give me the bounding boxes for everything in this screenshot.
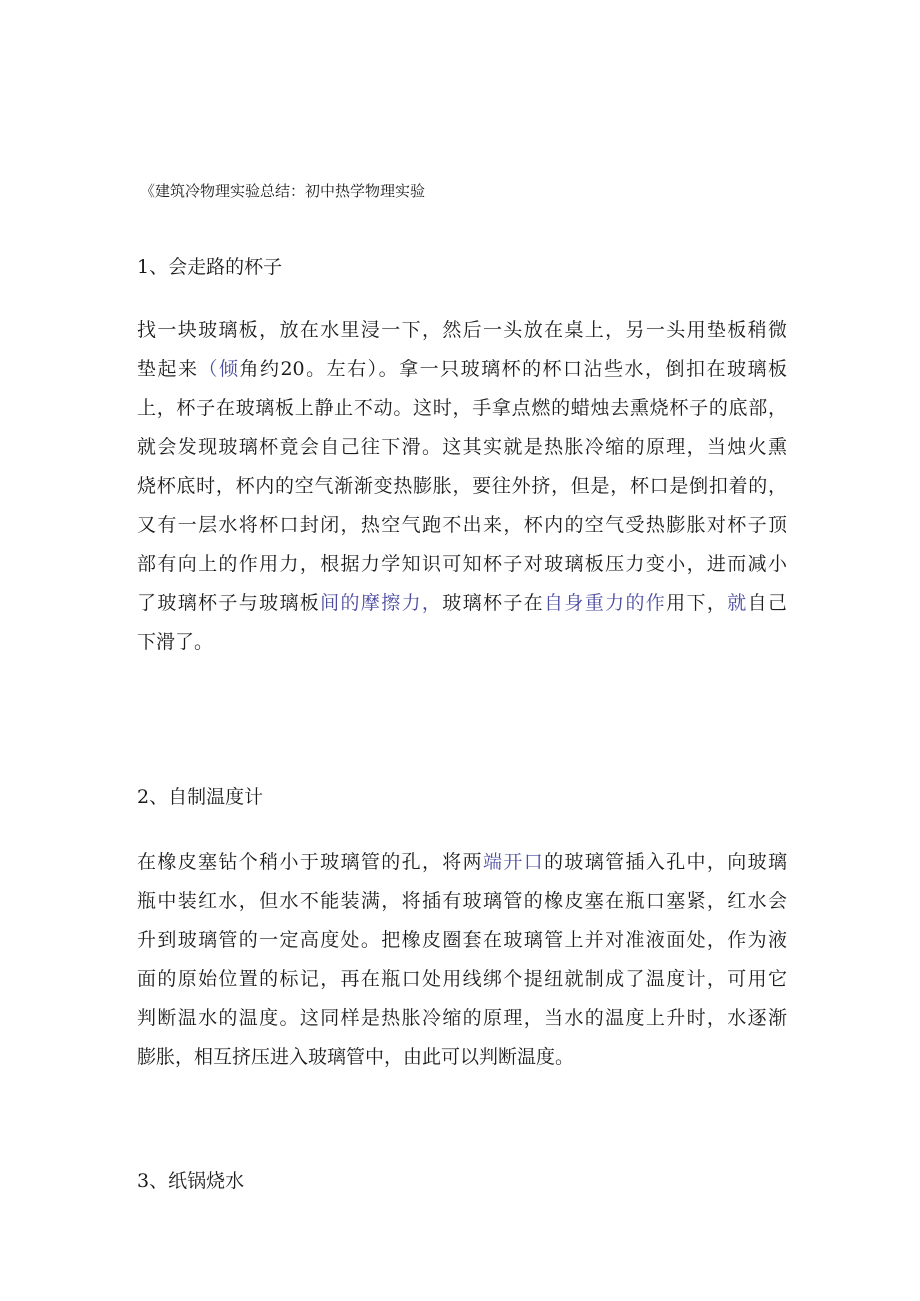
paragraph-line: 膨胀，相互挤压进入玻璃管中，由此可以判断温度。 — [137, 1046, 575, 1068]
paragraph-line: 面的原始位置的标记，再在瓶口处用线绑个提纽就制成了温度计，可用它 — [137, 968, 787, 990]
paragraph-line: 就会发现玻璃杯竟会自己往下滑。这其实就是热胀冷缩的原理，当烛火熏 — [137, 436, 787, 458]
paragraph-line: 找一块玻璃板，放在水里浸一下，然后一头放在桌上，另一头用垫板稍微 — [137, 319, 787, 341]
paragraph-line: 下滑了。 — [137, 631, 214, 653]
paragraph-line: 在橡皮塞钻个稍小于玻璃管的孔，将两端开口的玻璃管插入孔中，向玻璃 — [137, 851, 787, 873]
paragraph-line: 烧杯底时，杯内的空气渐渐变热膨胀，要往外挤，但是，杯口是倒扣着的， — [137, 475, 787, 497]
section-heading-3: 3、纸锅烧水 — [137, 1170, 245, 1192]
paragraph-line: 判断温水的温度。这同样是热胀冷缩的原理，当水的温度上升时，水逐渐 — [137, 1007, 787, 1029]
paragraph-line: 部有向上的作用力，根据力学知识可知杯子对玻璃板压力变小，进而减小 — [137, 553, 787, 575]
paragraph-line: 又有一层水将杯口封闭，热空气跑不出来，杯内的空气受热膨胀对杯子顶 — [137, 514, 787, 536]
section-paragraph-2 — [137, 843, 787, 1077]
document-title: 《建筑冷物理实验总结：初中热学物理实验 — [140, 182, 426, 200]
paragraph-line: 升到玻璃管的一定高度处。把橡皮圈套在玻璃管上并对准液面处，作为液 — [137, 929, 787, 951]
paragraph-line: 瓶中装红水，但水不能装满，将插有玻璃管的橡皮塞在瓶口塞紧，红水会 — [137, 890, 787, 912]
paragraph-line: 了玻璃杯子与玻璃板间的摩擦力，玻璃杯子在自身重力的作用下，就自己 — [137, 592, 787, 614]
section-heading-1: 1、会走路的杯子 — [137, 256, 283, 278]
section-paragraph-1 — [137, 311, 787, 662]
paragraph-line: 垫起来（倾角约20。左右）。拿一只玻璃杯的杯口沾些水，倒扣在玻璃板 — [137, 358, 787, 380]
section-heading-2: 2、自制温度计 — [137, 786, 264, 808]
paragraph-line: 上，杯子在玻璃板上静止不动。这时，手拿点燃的蜡烛去熏烧杯子的底部， — [137, 397, 787, 419]
